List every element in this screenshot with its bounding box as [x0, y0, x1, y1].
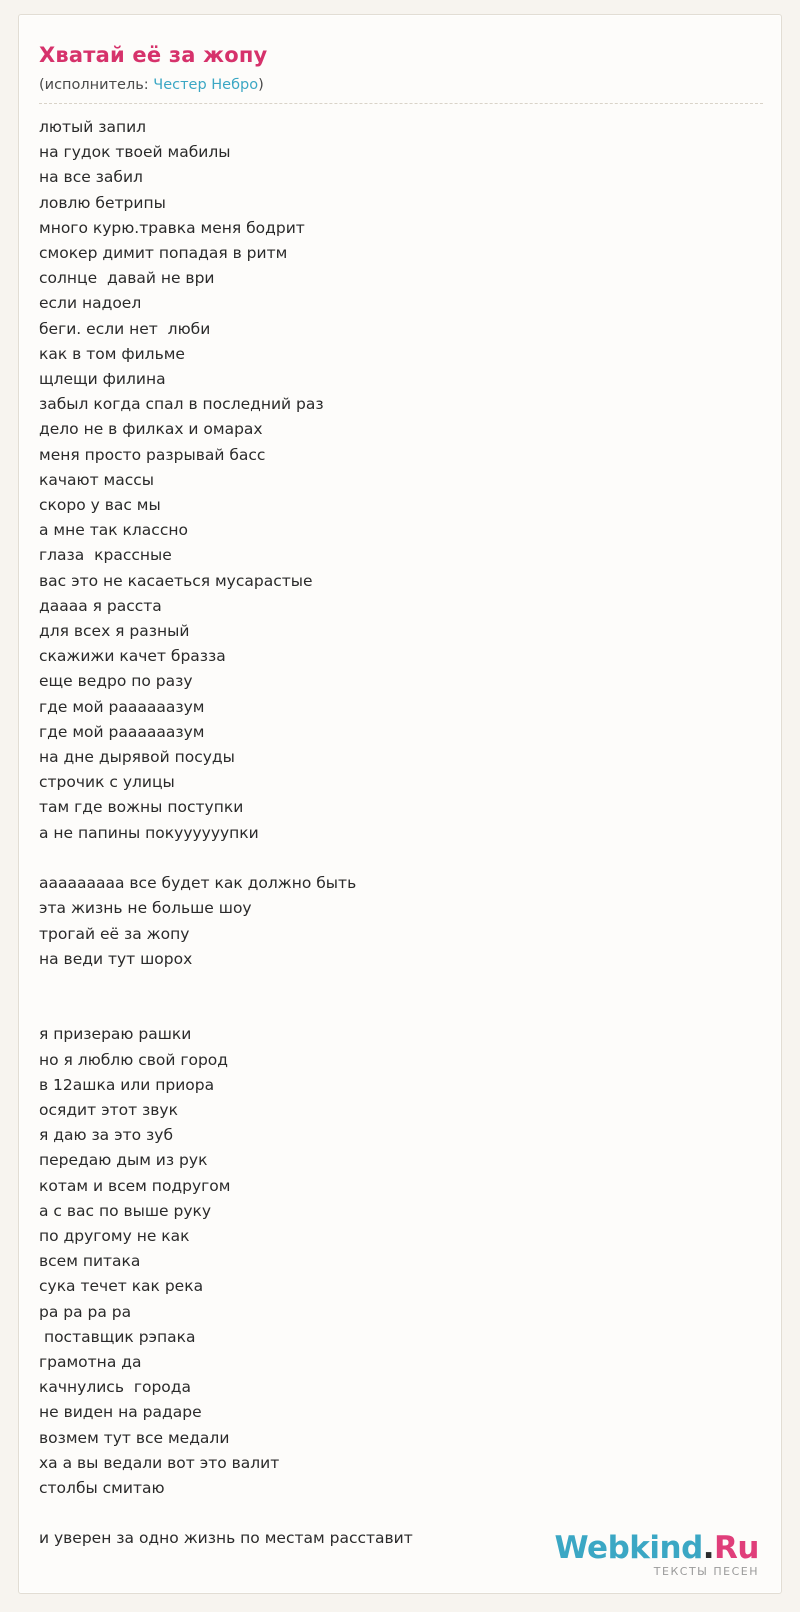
- lyrics-line: солнце давай не ври: [39, 269, 215, 288]
- lyrics-line: я призераю рашки: [39, 1025, 192, 1044]
- lyrics-line: ловлю бетрипы: [39, 193, 166, 212]
- lyrics-line: дело не в филках и омарах: [39, 420, 263, 439]
- lyrics-line: котам и всем подругом: [39, 1176, 231, 1195]
- lyrics-line: [39, 997, 749, 1022]
- lyrics-line: столбы смитаю: [39, 1478, 165, 1497]
- lyrics-line: [39, 1501, 749, 1526]
- lyrics-line: [39, 972, 749, 997]
- lyrics-line: я даю за это зуб: [39, 1126, 174, 1145]
- page-title: Хватай её за жопу: [39, 43, 268, 67]
- lyrics-line: эта жизнь не больше шоу: [39, 899, 252, 918]
- lyrics-line: лютый запил: [39, 118, 147, 136]
- lyrics-line: там где вожны поступки: [39, 798, 244, 817]
- lyrics-line: и уверен за одно жизнь по местам расставит: [39, 1529, 413, 1548]
- lyrics-card: [18, 14, 782, 1594]
- lyrics-line: меня просто разрывай басс: [39, 445, 266, 464]
- lyrics-line: ра ра ра ра: [39, 1302, 132, 1321]
- lyrics-line: трогай её за жопу: [39, 924, 190, 943]
- lyrics-line: качают массы: [39, 470, 154, 489]
- lyrics-line: смокер димит попадая в ритм: [39, 244, 288, 263]
- lyrics-line: на гудок твоей мабилы: [39, 143, 231, 162]
- lyrics-line: вас это не касаеться мусарастые: [39, 571, 313, 590]
- divider: [39, 103, 763, 104]
- lyrics-line: но я люблю свой город: [39, 1050, 228, 1069]
- lyrics-line: возмем тут все медали: [39, 1428, 230, 1447]
- artist-line: [39, 77, 264, 93]
- lyrics-line: [39, 846, 749, 871]
- lyrics-line: даааа я расста: [39, 596, 162, 615]
- lyrics-line: для всех я разный: [39, 622, 190, 641]
- lyrics-line: ааааааааа все будет как должно быть: [39, 874, 357, 893]
- logo-ru: Ru: [714, 1530, 759, 1566]
- performer-label: (исполнитель:: [39, 77, 149, 93]
- lyrics-line: а мне так классно: [39, 521, 188, 540]
- lyrics-line: качнулись города: [39, 1378, 191, 1397]
- lyrics-line: где мой раааааазум: [39, 722, 205, 741]
- lyrics-line: в 12ашка или приора: [39, 1075, 215, 1094]
- artist-link[interactable]: Честер Небро: [153, 77, 259, 93]
- lyrics-line: грамотна да: [39, 1352, 142, 1371]
- lyrics-line: всем питака: [39, 1252, 141, 1271]
- lyrics-line: строчик с улицы: [39, 773, 175, 792]
- lyrics-line: поставщик рэпака: [39, 1327, 196, 1346]
- lyrics-text: [39, 115, 749, 1552]
- lyrics-line: а не папины покуууууупки: [39, 823, 259, 842]
- lyrics-line: а с вас по выше руку: [39, 1201, 212, 1220]
- performer-close: ): [258, 77, 264, 93]
- lyrics-line: где мой раааааазум: [39, 697, 205, 716]
- lyrics-line: скажижи качет бразза: [39, 647, 226, 666]
- lyrics-line: беги. если нет люби: [39, 319, 211, 338]
- lyrics-line: еще ведро по разу: [39, 672, 193, 691]
- logo-dot: .: [702, 1530, 715, 1566]
- lyrics-line: на веди тут шорох: [39, 949, 193, 968]
- lyrics-line: скоро у вас мы: [39, 496, 161, 515]
- lyrics-line: щлещи филина: [39, 370, 166, 389]
- site-logo-text: [554, 1530, 759, 1566]
- lyrics-line: осядит этот звук: [39, 1100, 178, 1119]
- lyrics-line: как в том фильме: [39, 344, 185, 363]
- lyrics-line: сука течет как река: [39, 1277, 204, 1296]
- lyrics-line: много курю.травка меня бодрит: [39, 218, 305, 237]
- site-tagline: ТЕКСТЫ ПЕСЕН: [653, 1565, 759, 1578]
- logo-web: Webkind: [554, 1530, 703, 1566]
- lyrics-line: не виден на радаре: [39, 1403, 202, 1422]
- lyrics-line: ха а вы ведали вот это валит: [39, 1453, 280, 1472]
- lyrics-line: передаю дым из рук: [39, 1151, 208, 1170]
- lyrics-line: по другому не как: [39, 1226, 190, 1245]
- site-logo[interactable]: [554, 1530, 759, 1578]
- lyrics-line: глаза крассные: [39, 546, 172, 565]
- lyrics-line: на дне дырявой посуды: [39, 748, 235, 767]
- lyrics-line: забыл когда спал в последний раз: [39, 395, 324, 414]
- lyrics-line: на все забил: [39, 168, 143, 187]
- lyrics-line: если надоел: [39, 294, 142, 313]
